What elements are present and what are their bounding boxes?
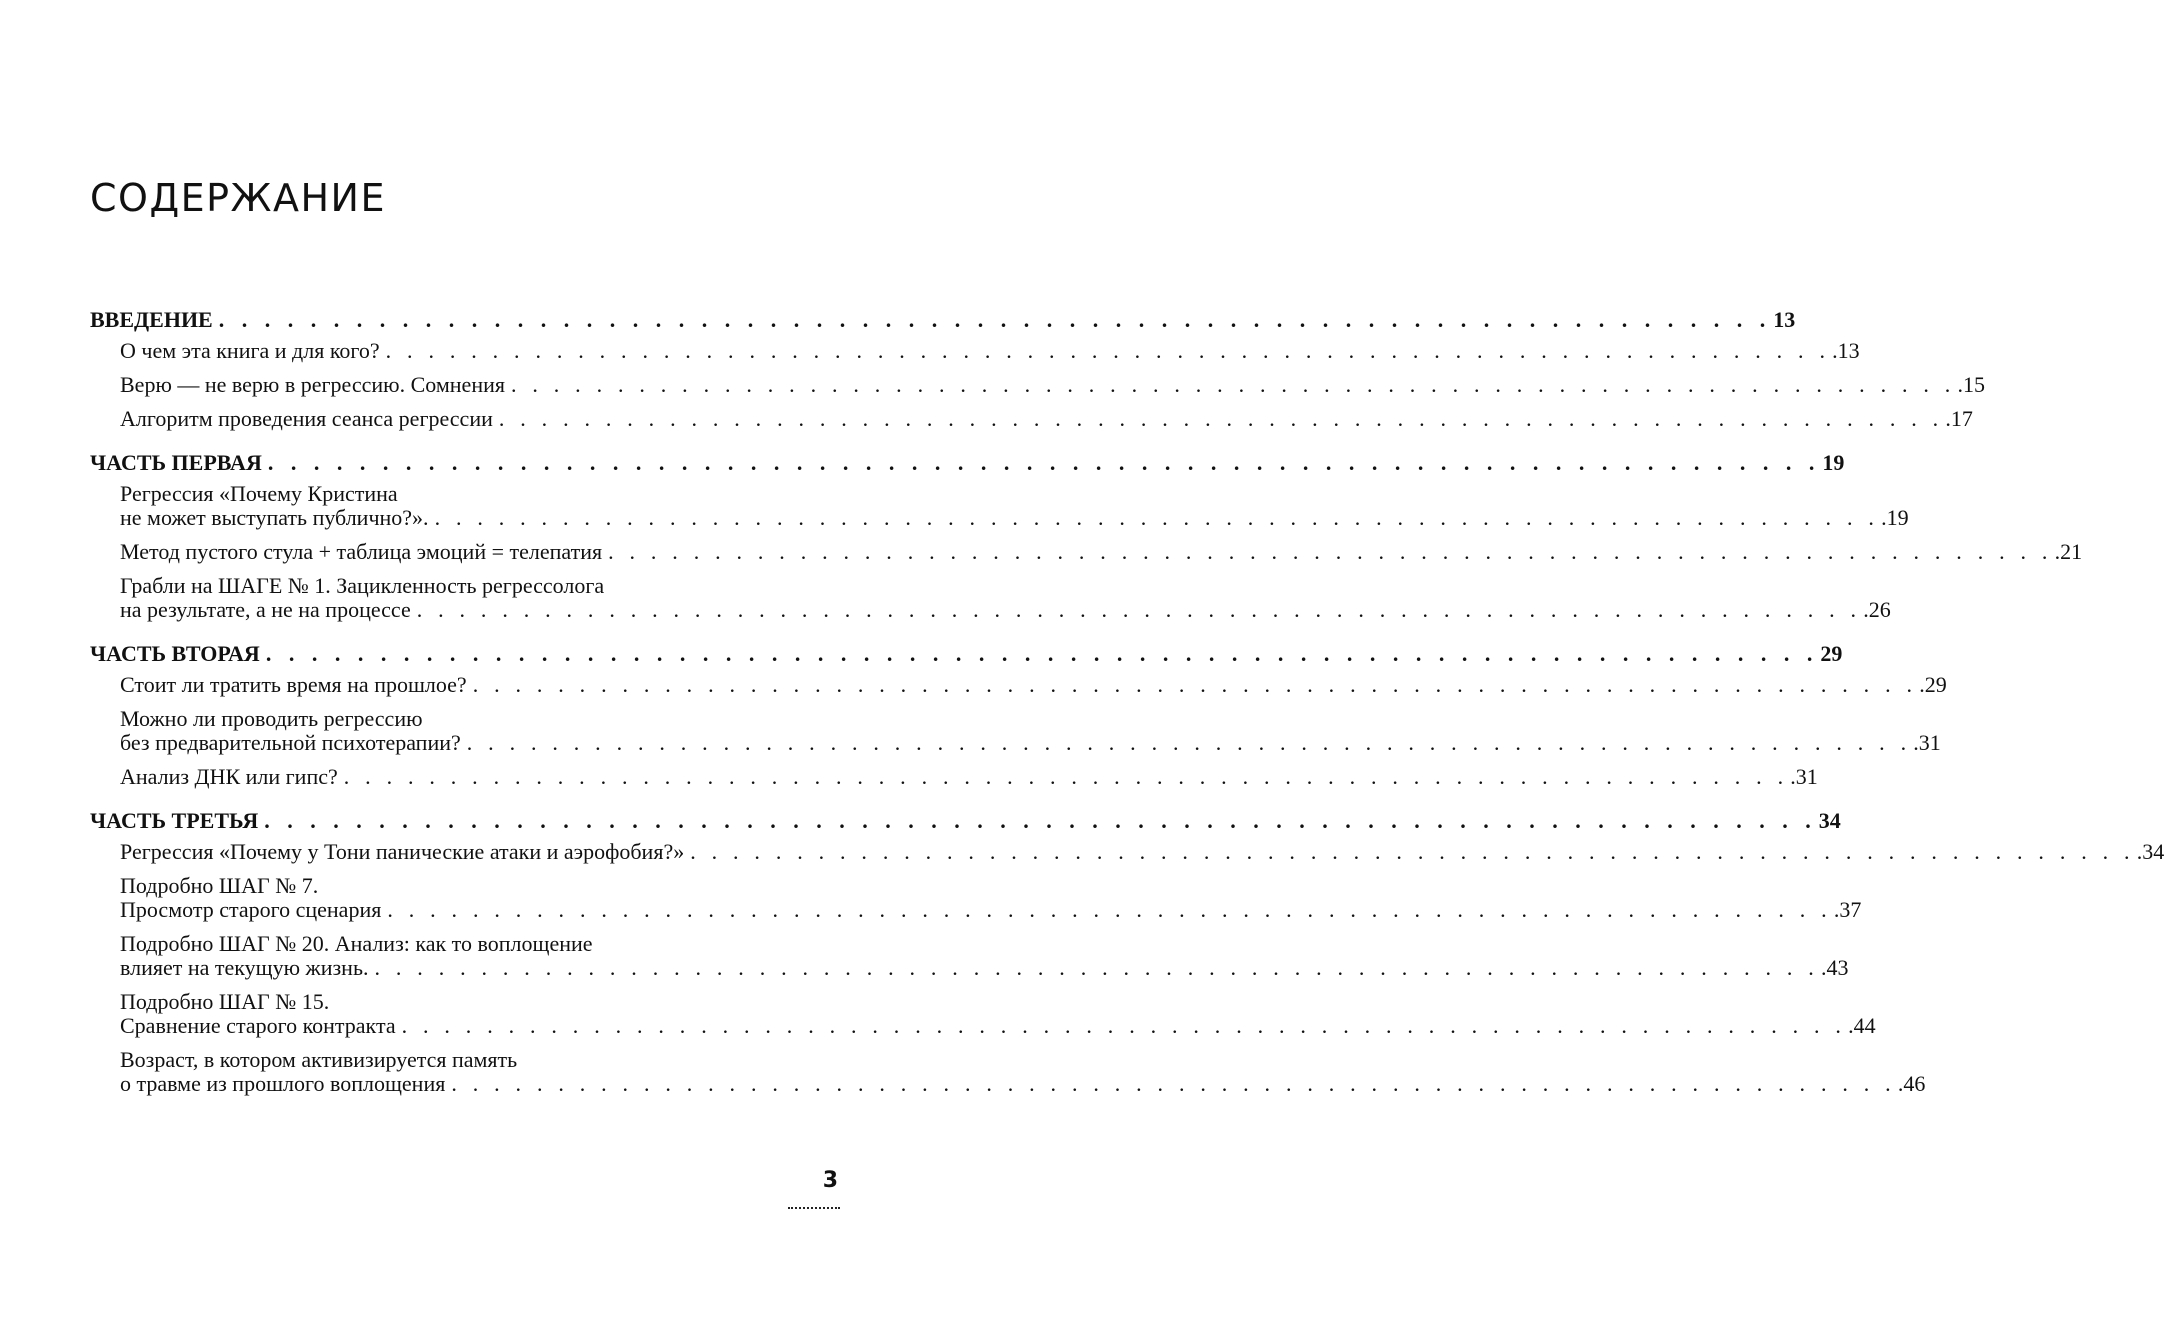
toc-entry-text: Сравнение старого контракта (120, 1013, 396, 1038)
toc-entry-page: .21 (2054, 539, 2083, 564)
leader-dots: . . . . . . . . . . . . . . . . . . . . . . . . . . . . . . . . . . . . . . . . . . . . . . . . . . . . . . . . . . . . . . . . . . . . (265, 641, 1819, 666)
toc-heading-text: ЧАСТЬ ПЕРВАЯ (90, 450, 262, 475)
toc-heading[interactable] (90, 641, 1843, 666)
toc-entry-text: не может выступать публично?». (120, 505, 429, 530)
toc-entry-text: Возраст, в котором активизируется память (120, 1047, 518, 1072)
toc-entry-text: Подробно ШАГ № 15. (120, 989, 330, 1014)
toc-section (90, 641, 1947, 789)
toc-heading-text: ЧАСТЬ ТРЕТЬЯ (90, 808, 259, 833)
toc-entry-page: .31 (1790, 764, 1818, 789)
leader-dots: . . . . . . . . . . . . . . . . . . . . . . . . . . . . . . . . . . . . . . . . . . . . . . . . . . . . . . . . . . . . . . . . . . . . (498, 406, 1944, 431)
toc-entry-page: .29 (1919, 672, 1947, 697)
toc-entry-page: .44 (1848, 1013, 1876, 1038)
toc-entry-page: .15 (1957, 372, 1985, 397)
toc-heading[interactable] (90, 450, 1845, 475)
toc-entry-text: без предварительной психотерапии? (120, 730, 461, 755)
leader-dots: . . . . . . . . . . . . . . . . . . . . . . . . . . . . . . . . . . . . . . . . . . . . . . . . . . . . . . . . . . . . . . . . . . . . (267, 450, 1821, 475)
leader-dots: . . . . . . . . . . . . . . . . . . . . . . . . . . . . . . . . . . . . . . . . . . . . . . . . . . . . . . . . . . . . . . . . . . . . (451, 1071, 1896, 1096)
toc-entry-text: Подробно ШАГ № 20. Анализ: как то воплощение (120, 931, 593, 956)
toc-entry[interactable] (90, 372, 1985, 397)
toc-entry[interactable] (90, 539, 2083, 564)
leader-dots: . . . . . . . . . . . . . . . . . . . . . . . . . . . . . . . . . . . . . . . . . . . . . . . . . . . . . . . . . . . . . . . . . . . . (385, 338, 1831, 363)
toc-entry[interactable] (90, 672, 1947, 697)
page-number: 3 (822, 1168, 838, 1193)
toc-entry-page: .17 (1945, 406, 1973, 431)
toc-entry-text: О чем эта книга и для кого? (120, 338, 380, 363)
toc-entry-page: .13 (1832, 338, 1860, 363)
toc-entry-page: .43 (1821, 955, 1849, 980)
toc-entry-text: на результате, а не на процессе (120, 597, 411, 622)
toc-heading[interactable] (90, 808, 1841, 833)
leader-dots: . . . . . . . . . . . . . . . . . . . . . . . . . . . . . . . . . . . . . . . . . . . . . . . . . . . . . . . . . . . . . . . . . . . . (401, 1013, 1847, 1038)
toc-entry[interactable] (90, 406, 1973, 431)
toc-heading[interactable] (90, 307, 1796, 332)
toc-entry[interactable] (90, 1047, 1926, 1096)
leader-dots: . . . . . . . . . . . . . . . . . . . . . . . . . . . . . . . . . . . . . . . . . . . . . . . . . . . . . . . . . . . . . . . . . . . . (690, 839, 2135, 864)
toc-section (90, 307, 1985, 431)
toc-entry[interactable] (90, 931, 1849, 980)
toc-heading-page: 34 (1818, 808, 1841, 833)
leader-dots: . . . . . . . . . . . . . . . . . . . . . . . . . . . . . . . . . . . . . . . . . . . . . . . . . . . . . . . . . . . . . . . . . . . . (374, 955, 1819, 980)
leader-dots: . . . . . . . . . . . . . . . . . . . . . . . . . . . . . . . . . . . . . . . . . . . . . . . . . . . . . . . . . . . . . . . . . . . . (387, 897, 1832, 922)
toc-entry-text: Стоит ли тратить время на прошлое? (120, 672, 467, 697)
toc-heading-text: ВВЕДЕНИЕ (90, 307, 213, 332)
leader-dots: . . . . . . . . . . . . . . . . . . . . . . . . . . . . . . . . . . . . . . . . . . . . . . . . . . . . . . . . . . . . . . . . . . . . (466, 730, 1912, 755)
toc-entry-text: Грабли на ШАГЕ № 1. Зацикленность регрессолога (120, 573, 605, 598)
toc-entry-text: Алгоритм проведения сеанса регрессии (120, 406, 493, 431)
toc-entry[interactable] (90, 481, 1909, 530)
toc-entry-text: Просмотр старого сценария (120, 897, 382, 922)
toc-heading-text: ЧАСТЬ ВТОРАЯ (90, 641, 260, 666)
toc-entry-text: о травме из прошлого воплощения (120, 1071, 446, 1096)
page-title: СОДЕРЖАНИЕ (90, 176, 386, 220)
toc-entry-text: Верю — не верю в регрессию. Сомнения (120, 372, 505, 397)
toc-entry[interactable] (90, 573, 1891, 622)
toc-entry-text: Регрессия «Почему у Тони панические атаки и аэрофобия?» (120, 839, 685, 864)
leader-dots: . . . . . . . . . . . . . . . . . . . . . . . . . . . . . . . . . . . . . . . . . . . . . . . . . . . . . . . . . . . . . . . . . . . . (218, 307, 1772, 332)
folio-dotted-rule (788, 1207, 840, 1209)
leader-dots: . . . . . . . . . . . . . . . . . . . . . . . . . . . . . . . . . . . . . . . . . . . . . . . . . . . . . . . . . . . . . . . . . . . . (510, 372, 1956, 397)
toc-entry-text: Анализ ДНК или гипс? (120, 764, 338, 789)
toc-entry[interactable] (90, 839, 2164, 864)
toc-entry-text: Метод пустого стула + таблица эмоций = телепатия (120, 539, 603, 564)
toc-heading-page: 13 (1773, 307, 1796, 332)
leader-dots: . . . . . . . . . . . . . . . . . . . . . . . . . . . . . . . . . . . . . . . . . . . . . . . . . . . . . . . . . . . . . . . . . . . . (434, 505, 1880, 530)
leader-dots: . . . . . . . . . . . . . . . . . . . . . . . . . . . . . . . . . . . . . . . . . . . . . . . . . . . . . . . . . . . . . . . . . . . . (416, 597, 1862, 622)
toc-entry[interactable] (90, 989, 1876, 1038)
toc-entry-page: .46 (1897, 1071, 1926, 1096)
toc-entry-text: Можно ли проводить регрессию (120, 706, 423, 731)
toc-entry-page: .19 (1881, 505, 1909, 530)
toc-entry-page: .26 (1863, 597, 1891, 622)
toc-entry[interactable] (90, 706, 1941, 755)
toc-entry-page: .34 (2136, 839, 2164, 864)
toc-heading-page: 29 (1820, 641, 1843, 666)
toc-entry-text: Регрессия «Почему Кристина (120, 481, 398, 506)
leader-dots: . . . . . . . . . . . . . . . . . . . . . . . . . . . . . . . . . . . . . . . . . . . . . . . . . . . . . . . . . . . . . . . . . . . . (264, 808, 1817, 833)
toc-entry[interactable] (90, 338, 1860, 363)
toc-entry[interactable] (90, 764, 1818, 789)
toc-entry[interactable] (90, 873, 1862, 922)
toc-entry-text: влияет на текущую жизнь. (120, 955, 369, 980)
leader-dots: . . . . . . . . . . . . . . . . . . . . . . . . . . . . . . . . . . . . . . . . . . . . . . . . . . . . . . . . . . . . . . . . . . . . (608, 539, 2053, 564)
toc-entry-text: Подробно ШАГ № 7. (120, 873, 319, 898)
table-of-contents (90, 307, 2164, 1116)
leader-dots: . . . . . . . . . . . . . . . . . . . . . . . . . . . . . . . . . . . . . . . . . . . . . . . . . . . . . . . . . . . . . . . . . . . . (343, 764, 1789, 789)
toc-entry-page: .37 (1833, 897, 1862, 922)
toc-section (90, 450, 2083, 622)
toc-entry-page: .31 (1913, 730, 1941, 755)
toc-heading-page: 19 (1822, 450, 1845, 475)
toc-section (90, 808, 2164, 1096)
leader-dots: . . . . . . . . . . . . . . . . . . . . . . . . . . . . . . . . . . . . . . . . . . . . . . . . . . . . . . . . . . . . . . . . . . . . (472, 672, 1918, 697)
